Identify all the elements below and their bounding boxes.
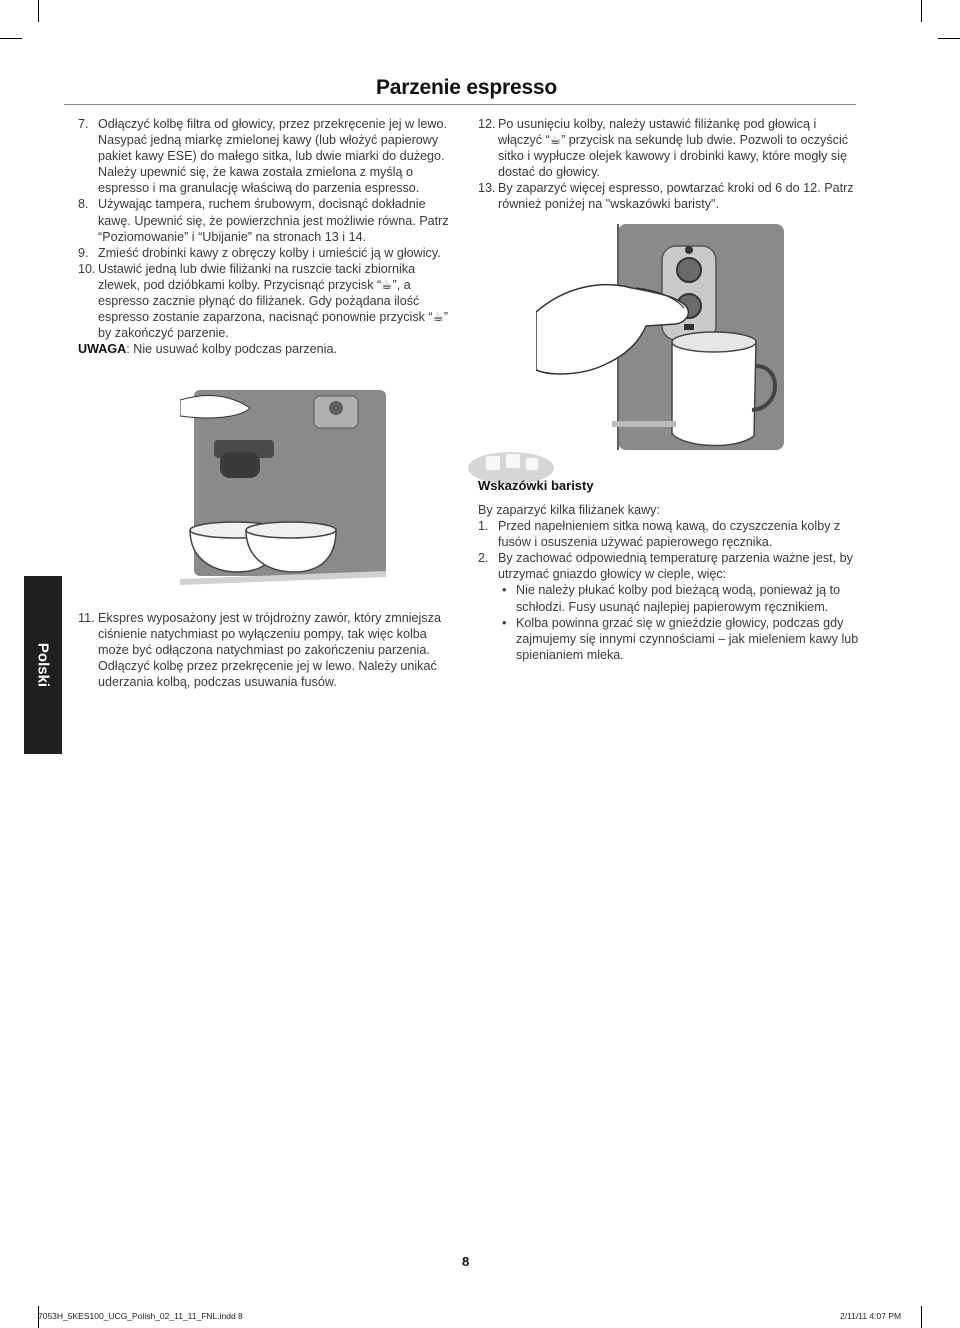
step-9 [78,245,458,261]
tip-bullet: • Kolba powinna grzać się w gnieździe głowicy, podczas gdy zajmujemy się innymi czynnościami – jak mieleniem kawy lub spienianiem mleka. [498,615,860,663]
left-column [78,116,458,357]
hand-pressing-button-illustration [536,224,784,450]
tip-text: By zachować odpowiednią temperaturę parzenia ważne jest, by utrzymać gniazdo głowicy w cieple, więc: [498,551,853,582]
tip-bullets [498,582,860,662]
step-text: Ekspres wyposażony jest w trójdrożny zawór, który zmniejsza ciśnienie natychmiast po wyłączeniu pompy, tak więc kolba może być odłączona natychmiast po zakończeniu parzenia. Odłączyć kolbę przez przekręcenie jej w lewo. Należy unikać uderzania kolbą, podczas usuwania fusów. [98,611,441,690]
step-8 [78,196,458,244]
step-number: 8. [78,197,89,212]
step-number: 12. [478,117,496,131]
step-11 [78,610,458,690]
step-11-block [78,610,458,690]
language-tab-label: Polski [34,642,52,688]
step-text: By zaparzyć więcej espresso, powtarzać kroki od 6 do 12. Patrz również poniżej na "wskazówki baristy". [498,181,854,212]
step-12 [478,116,860,180]
tip-number: 1. [478,519,489,534]
step-text: Zmieść drobinki kawy z obręczy kolby i umieścić ją w głowicy. [98,245,441,260]
tip-text: Przed napełnieniem sitka nową kawą, do czyszczenia kolby z fusów i osuszenia używać papierowego ręcznika. [498,519,841,550]
language-tab [24,576,62,754]
step-number: 9. [78,245,89,260]
crop-mark [921,1306,922,1328]
tips-section [478,502,860,663]
warning-text: : Nie usuwać kolby podczas parzenia. [126,342,337,357]
page-number: 8 [462,1254,470,1269]
page-title: Parzenie espresso [376,76,558,99]
step-number: 11. [78,611,95,625]
step-text: ”, a espresso zacznie płynąć do filiżanek. Gdy pożądana ilość espresso zostanie zaparzona, nacisnąć ponownie przycisk “ [98,277,433,325]
step-number: 10. [78,261,96,276]
footer-filename: 7053H_5KES100_UCG_Polish_02_11_11_FNL.indd 8 [38,1311,243,1321]
cup-button-icon: ☕ [381,277,393,292]
step-10 [78,261,458,341]
step-number: 7. [78,117,89,131]
right-column [478,116,860,213]
cup-button-icon: ☕ [432,310,444,325]
tip-2 [478,550,860,582]
crop-mark [38,0,39,22]
step-text: Odłączyć kolbę filtra od głowicy, przez przekręcenie jej w lewo. Nasypać jedną miarkę zmielonej kawy (lub włożyć papierowy pakiet kawy ESE) do małego sitka, lub dwie miarki do dużego. Należy upewnić się, że kawa została zmielona z myślą o espresso i ma granulację właściwą do parzenia espresso. [98,117,448,196]
tips-intro: By zaparzyć kilka filiżanek kawy: [478,503,660,517]
crop-mark [0,38,22,39]
tip-bullet: • Nie należy płukać kolby pod bieżącą wodą, ponieważ ją to schłodzi. Fusy usunąć najlepiej papierowym ręcznikiem. [498,582,860,614]
footer-date: 2/11/11 4:07 PM [840,1311,902,1321]
tip-1 [478,518,860,550]
crop-mark [938,38,960,39]
crop-mark [921,0,922,22]
step-7 [78,116,458,196]
step-text: Ustawić jedną lub dwie filiżanki na ruszcie tacki zbiornika zlewek, pod dzióbkami kolby. Przycisnąć przycisk “ [98,261,416,292]
warning-note [78,341,458,357]
step-text: Po usunięciu kolby, należy ustawić filiżankę pod głowicą i włączyć “ [498,117,817,148]
step-number: 13. [478,181,496,196]
warning-label: UWAGA [78,342,127,357]
tip-number: 2. [478,551,489,566]
tips-title: Wskazówki baristy [478,478,594,493]
step-13 [478,180,860,212]
title-rule [64,104,856,105]
step-text: ” przycisk na sekundę lub dwie. Pozwoli to oczyścić sitko i wypłucze olejek kawowy i drobinki kawy, które mogły się dostać do głowicy. [498,133,849,180]
step-text: Używając tampera, ruchem śrubowym, docisnąć dokładnie kawę. Upewnić się, że powierzchnia jest możliwie równa. Patrz “Poziomowanie” i “Ubijanie” na stronach 13 i 14. [98,197,449,244]
cup-button-icon: ☕ [549,133,562,148]
step-text: ” by zakończyć parzenie. [98,310,449,341]
espresso-cups-illustration [180,390,386,592]
